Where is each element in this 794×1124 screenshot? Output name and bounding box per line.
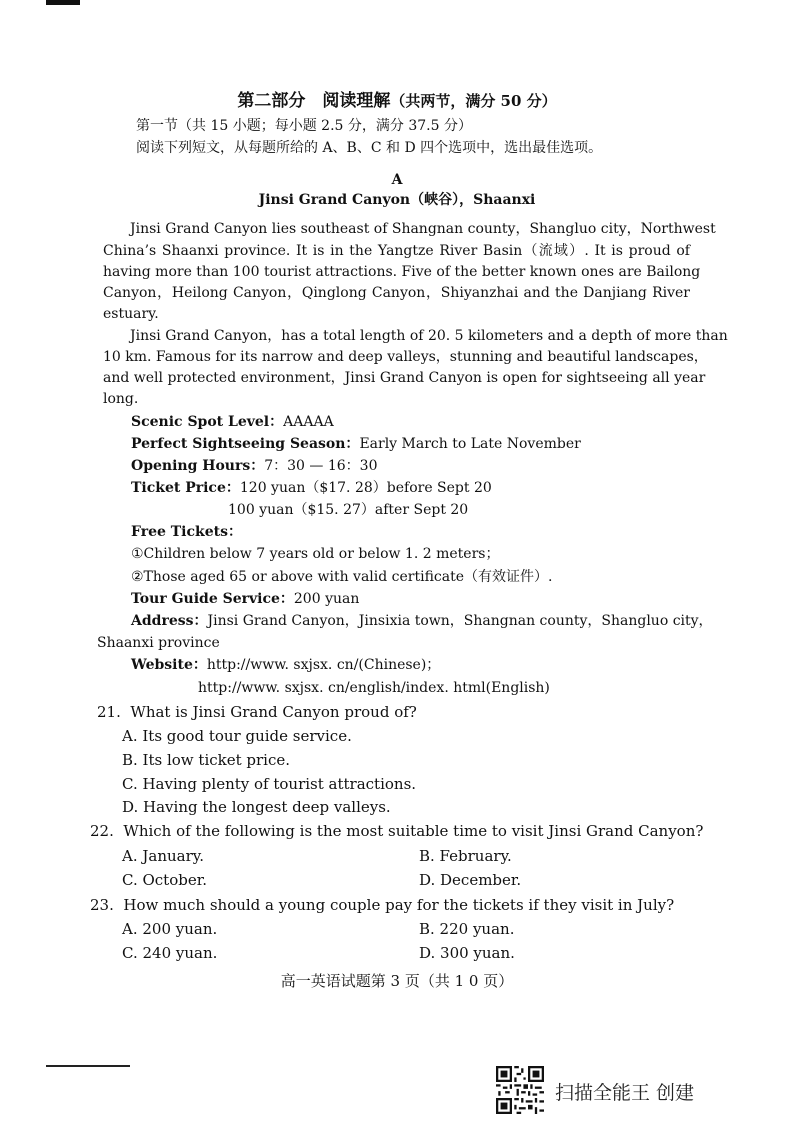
p2-line-2: 10 km. Famous for its narrow and deep valleys，stunning and beautiful landscapes， (103, 349, 708, 365)
part-title (0, 86, 794, 111)
price-value-2: 100 yuan（$15. 27）after Sept 20 (228, 502, 469, 518)
q22-option-c: C. October. (122, 871, 208, 889)
question-22 (90, 822, 703, 840)
q22-option-b: B. February. (419, 847, 512, 865)
p1-line-3: having more than 100 tourist attractions. Five of the better known ones are Bailong (103, 264, 701, 280)
question-23 (90, 896, 674, 914)
q23-option-b: B. 220 yuan. (419, 920, 515, 938)
bottom-scan-rule (46, 1065, 130, 1067)
q23-option-c: C. 240 yuan. (122, 944, 218, 962)
scenic-spot-level (131, 414, 334, 431)
website-label: Website： (131, 657, 207, 673)
q21-option-d: D. Having the longest deep valleys. (122, 798, 391, 816)
sightseeing-season (131, 436, 581, 453)
website-english: http://www. sxjsx. cn/english/index. html(English) (198, 680, 550, 696)
hours-label: Opening Hours： (131, 458, 265, 474)
q21-option-c: C. Having plenty of tourist attractions. (122, 775, 417, 793)
address-label: Address： (131, 613, 208, 629)
free-ticket-2: ②Those aged 65 or above with valid certificate（有效证件）. (131, 569, 553, 585)
q22-option-d: D. December. (419, 871, 522, 889)
question-stem: How much should a young couple pay for the tickets if they visit in July? (123, 896, 675, 914)
hours-value: 7：30 — 16：30 (264, 458, 378, 474)
free-tickets-label: Free Tickets： (131, 524, 242, 540)
q23-option-a: A. 200 yuan. (122, 920, 218, 938)
part-title-main: 第二部分 阅读理解 (237, 91, 391, 111)
question-number: 23. (90, 896, 114, 914)
section-line: 第一节（共 15 小题；每小题 2.5 分，满分 37.5 分） (136, 118, 472, 134)
guide-label: Tour Guide Service： (131, 591, 294, 607)
p1-line-1: Jinsi Grand Canyon lies southeast of Shangnan county，Shangluo city，Northwest (130, 221, 716, 237)
address-value-1: Jinsi Grand Canyon，Jinsixia town，Shangnan county，Shangluo city， (207, 613, 713, 629)
price-label: Ticket Price： (131, 480, 240, 496)
address-value-2: Shaanxi province (97, 635, 220, 651)
p1-line-4: Canyon，Heilong Canyon，Qinglong Canyon，Shiyanzhai and the Danjiang River (103, 285, 690, 301)
website (131, 657, 440, 674)
guide-value: 200 yuan (293, 591, 360, 607)
q22-option-a: A. January. (122, 847, 205, 865)
season-value: Early March to Late November (359, 436, 581, 452)
instruction: 阅读下列短文，从每题所给的 A、B、C 和 D 四个选项中，选出最佳选项。 (136, 140, 603, 156)
part-title-subtitle: （共两节，满分 50 分） (390, 92, 557, 110)
free-ticket-1: ①Children below 7 years old or below 1. 2 meters； (131, 546, 500, 562)
address (131, 613, 713, 630)
season-label: Perfect Sightseeing Season： (131, 436, 360, 452)
corner-scan-mark (46, 0, 80, 5)
ticket-price (131, 480, 492, 497)
passage-title: Jinsi Grand Canyon（峡谷），Shaanxi (258, 192, 536, 208)
p2-line-3: and well protected environment，Jinsi Grand Canyon is open for sightseeing all year (103, 370, 706, 386)
question-stem: Which of the following is the most suitable time to visit Jinsi Grand Canyon? (123, 822, 704, 840)
question-21 (97, 703, 417, 721)
question-number: 22. (90, 822, 114, 840)
scenic-value: AAAAA (283, 414, 334, 430)
question-stem: What is Jinsi Grand Canyon proud of? (130, 703, 417, 721)
q21-option-a: A. Its good tour guide service. (122, 727, 352, 745)
p1-line-5: estuary. (103, 306, 159, 322)
price-value-1: 120 yuan（$17. 28）before Sept 20 (239, 480, 492, 496)
p1-line-2: China’s Shaanxi province. It is in the Yangtze River Basin（流域）. It is proud of (103, 243, 690, 259)
tour-guide-service (131, 591, 359, 608)
scenic-label: Scenic Spot Level： (131, 414, 284, 430)
scanner-watermark: 扫描全能王 创建 (555, 1082, 695, 1104)
qr-code-icon (496, 1066, 544, 1114)
question-number: 21. (97, 703, 121, 721)
page-footer: 高一英语试题第 3 页（共 1 0 页） (280, 972, 514, 990)
p2-line-4: long. (103, 391, 139, 407)
p2-line-1: Jinsi Grand Canyon，has a total length of 20. 5 kilometers and a depth of more than (130, 328, 728, 344)
opening-hours (131, 458, 378, 475)
q21-option-b: B. Its low ticket price. (122, 751, 291, 769)
q23-option-d: D. 300 yuan. (419, 944, 515, 962)
website-chinese: http://www. sxjsx. cn/(Chinese)； (206, 657, 441, 673)
passage-label: A (391, 172, 403, 188)
